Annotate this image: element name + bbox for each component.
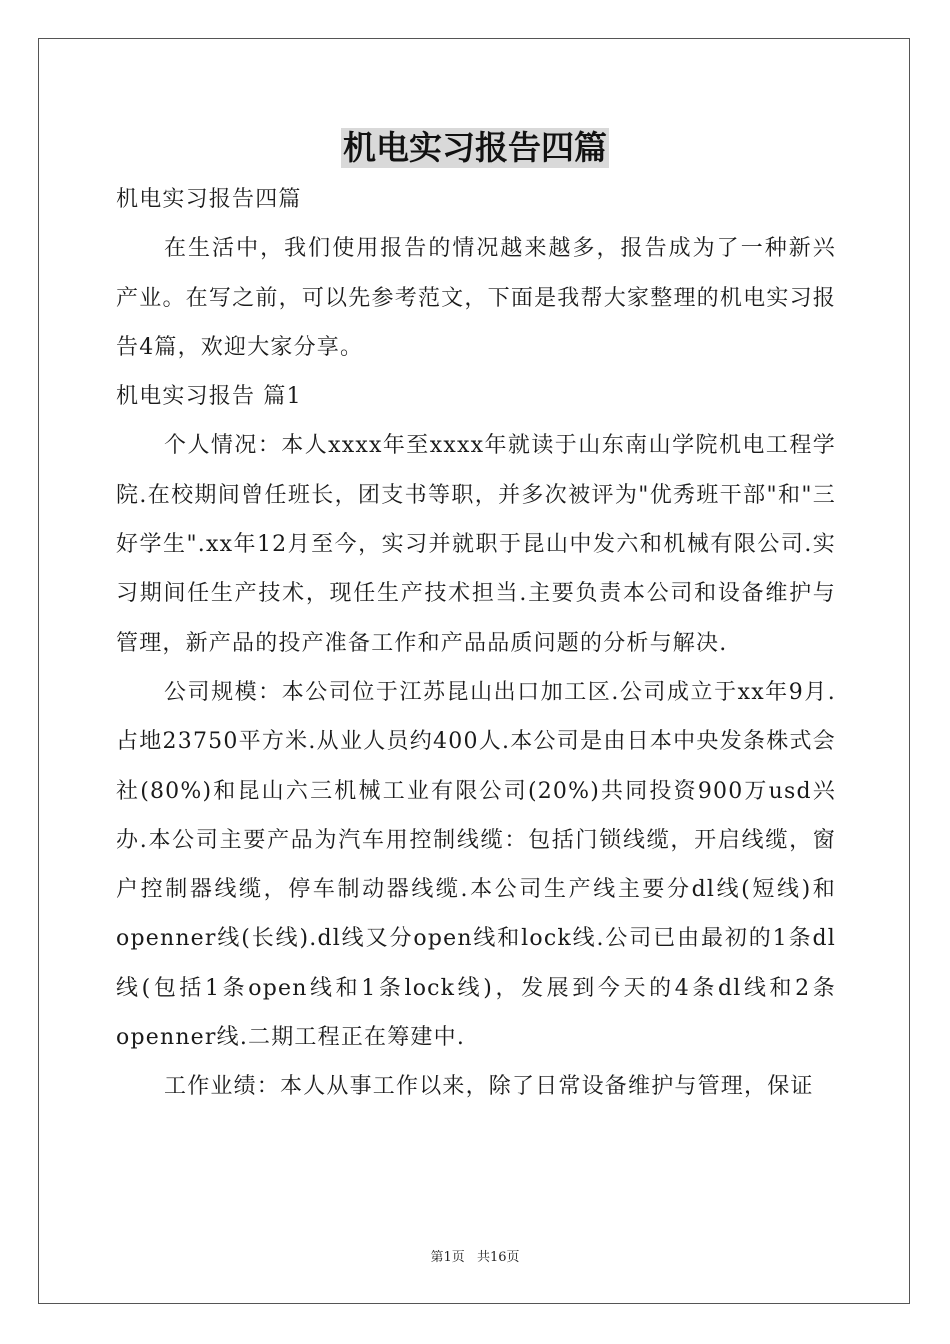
paragraph: 公司规模：本公司位于江苏昆山出口加工区.公司成立于xx年9月.占地23750平方米.从业人员约400人.本公司是由日本中央发条株式会社(80%)和昆山六三机械工业有限公司(20%)共同投资900万usd兴办.本公司主要产品为汽车用控制线缆：包括门锁线缆，开启线缆，窗户控制器线缆，停车制动器线缆.本公司生产线主要分dl线(短线)和openner线(长线).dl线又分open线和lock线.公司已由最初的1条dl线(包括1条open线和1条lock线)，发展到今天的4条dl线和2条openner线.二期工程正在筹建中. <box>116 679 836 1051</box>
document-title: 机电实习报告四篇 <box>343 128 607 167</box>
paragraph: 工作业绩：本人从事工作以来，除了日常设备维护与管理，保证 <box>164 1074 814 1100</box>
page-total: 共16页 <box>476 1250 520 1265</box>
paragraph: 在生活中，我们使用报告的情况越来越多，报告成为了一种新兴产业。在写之前，可以先参考范文，下面是我帮大家整理的机电实习报告4篇，欢迎大家分享。 <box>116 236 836 360</box>
title-container <box>0 128 950 168</box>
section-heading: 机电实习报告 篇1 <box>116 384 302 410</box>
page-number: 第1页 <box>430 1250 465 1265</box>
paragraph: 机电实习报告四篇 <box>116 187 302 212</box>
page-footer <box>0 1246 950 1265</box>
document-body <box>116 175 836 1112</box>
paragraph: 个人情况：本人xxxx年至xxxx年就读于山东南山学院机电工程学院.在校期间曾任班长，团支书等职，并多次被评为"优秀班干部"和"三好学生".xx年12月至今，实习并就职于昆山中发六和机械有限公司.实习期间任生产技术，现任生产技术担当.主要负责本公司和设备维护与管理，新产品的投产准备工作和产品品质问题的分析与解决. <box>116 433 836 656</box>
